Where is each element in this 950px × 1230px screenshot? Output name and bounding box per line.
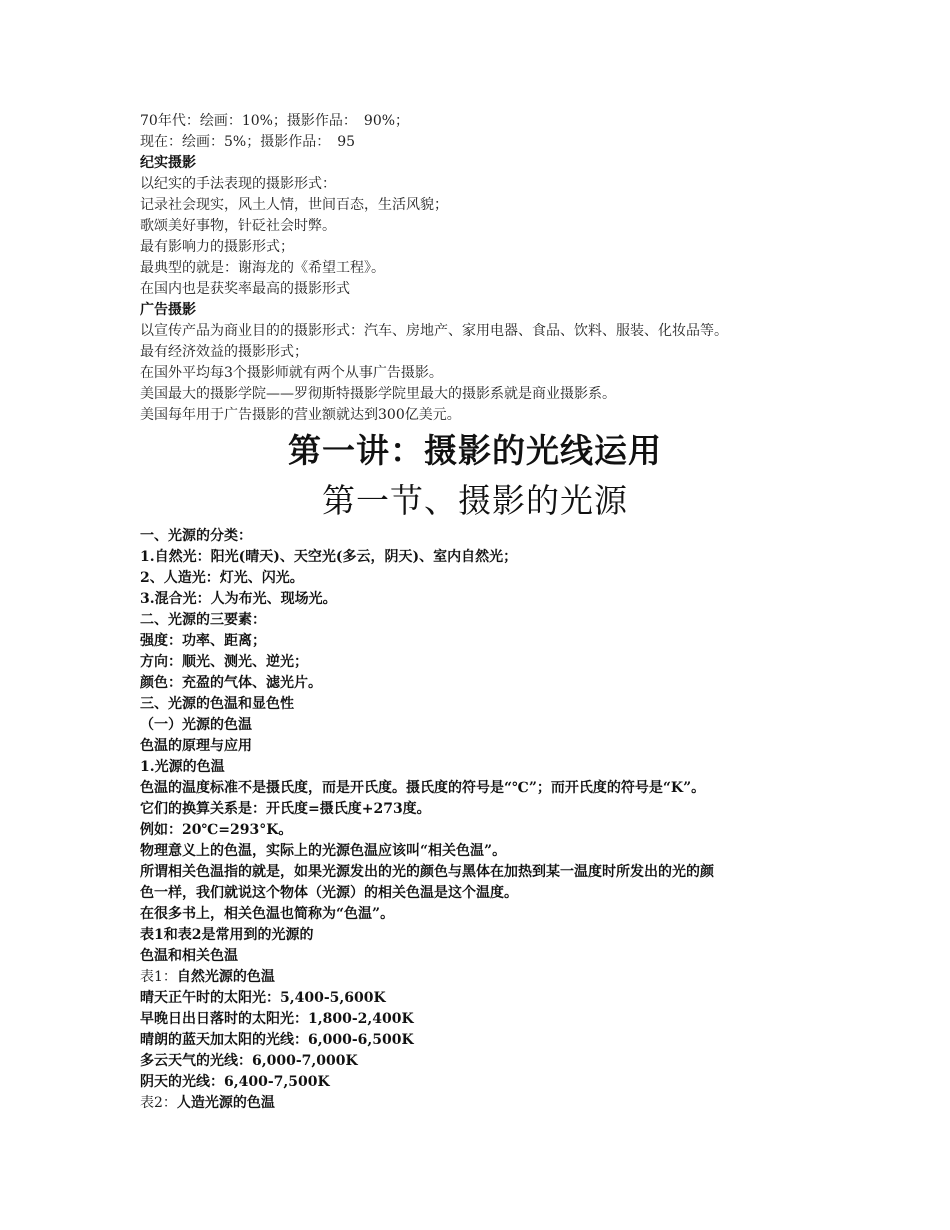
table-row: 晴天正午时的太阳光：5,400-5,600K	[140, 990, 386, 1006]
table-row: 阴天的光线：6,400-7,500K	[140, 1074, 330, 1090]
table1-caption-prefix: 表1：	[140, 969, 177, 985]
text-line: 70年代：绘画：10%；摄影作品： 90%；	[140, 113, 410, 129]
text-line: 1.光源的色温	[140, 759, 225, 775]
section-heading: 纪实摄影	[140, 155, 196, 171]
text-line: 在很多书上，相关色温也简称为“色温”。	[140, 906, 395, 922]
table-row: 早晚日出日落时的太阳光：1,800-2,400K	[140, 1011, 414, 1027]
text-line: 方向：顺光、测光、逆光；	[140, 654, 308, 670]
text-line: 三、光源的色温和显色性	[140, 696, 294, 712]
text-line: 在国内也是获奖率最高的摄影形式	[140, 281, 350, 297]
table2-caption-prefix: 表2：	[140, 1095, 177, 1111]
text-line: 二、光源的三要素：	[140, 612, 266, 628]
text-line: 例如：20℃=293°K。	[140, 822, 293, 838]
text-line: 歌颂美好事物，针砭社会时弊。	[140, 218, 336, 234]
table2-caption	[140, 1093, 830, 1114]
intro-section	[140, 111, 830, 426]
text-line: 最有影响力的摄影形式；	[140, 239, 294, 255]
text-line: 1.自然光：阳光(晴天)、天空光(多云，阴天)、室内自然光；	[140, 549, 518, 565]
text-line: 2、人造光：灯光、闪光。	[140, 570, 304, 586]
section-title: 第一节、摄影的光源	[322, 481, 628, 520]
lecture-title: 第一讲：摄影的光线运用	[288, 431, 662, 470]
text-line: 美国最大的摄影学院——罗彻斯特摄影学院里最大的摄影系就是商业摄影系。	[140, 386, 616, 402]
text-line: 以纪实的手法表现的摄影形式：	[140, 176, 336, 192]
table-row: 晴朗的蓝天加太阳的光线：6,000-6,500K	[140, 1032, 414, 1048]
section-heading: 广告摄影	[140, 302, 196, 318]
table1-caption	[140, 967, 830, 988]
text-line: 色一样，我们就说这个物体（光源）的相关色温是这个温度。	[140, 885, 518, 901]
table1-rows	[140, 988, 830, 1093]
text-line: 颜色：充盈的气体、滤光片。	[140, 675, 322, 691]
text-line: 强度：功率、距离；	[140, 633, 266, 649]
text-line: 现在：绘画：5%；摄影作品： 95	[140, 134, 356, 150]
text-line: 最有经济效益的摄影形式；	[140, 344, 308, 360]
text-line: 一、光源的分类：	[140, 528, 252, 544]
text-line: 物理意义上的色温，实际上的光源色温应该叫“相关色温”。	[140, 843, 507, 859]
text-line: 所谓相关色温指的就是，如果光源发出的光的颜色与黑体在加热到某一温度时所发出的光的颜	[140, 864, 714, 880]
text-line: 表1和表2是常用到的光源的	[140, 927, 314, 943]
text-line: 3.混合光：人为布光、现场光。	[140, 591, 337, 607]
text-line: 以宣传产品为商业目的的摄影形式：汽车、房地产、家用电器、食品、饮料、服装、化妆品等。	[140, 323, 728, 339]
table2-caption-title: 人造光源的色温	[176, 1095, 275, 1111]
text-line: 色温和相关色温	[140, 948, 238, 964]
text-line: 记录社会现实，风土人情，世间百态，生活风貌；	[140, 197, 448, 213]
document-content	[140, 111, 830, 1114]
text-line: （一）光源的色温	[140, 717, 252, 733]
text-line: 美国每年用于广告摄影的营业额就达到300亿美元。	[140, 407, 461, 423]
body-section	[140, 526, 830, 967]
text-line: 它们的换算关系是：开氏度=摄氏度+273度。	[140, 801, 431, 817]
text-line: 色温的原理与应用	[140, 738, 252, 754]
table1-caption-title: 自然光源的色温	[176, 969, 275, 985]
text-line: 最典型的就是：谢海龙的《希望工程》。	[140, 260, 385, 276]
text-line: 在国外平均每3个摄影师就有两个从事广告摄影。	[140, 365, 443, 381]
text-line: 色温的温度标准不是摄氏度，而是开氏度。摄氏度的符号是“℃”；而开氏度的符号是“K”。	[140, 780, 706, 796]
table-row: 多云天气的光线：6,000-7,000K	[140, 1053, 358, 1069]
